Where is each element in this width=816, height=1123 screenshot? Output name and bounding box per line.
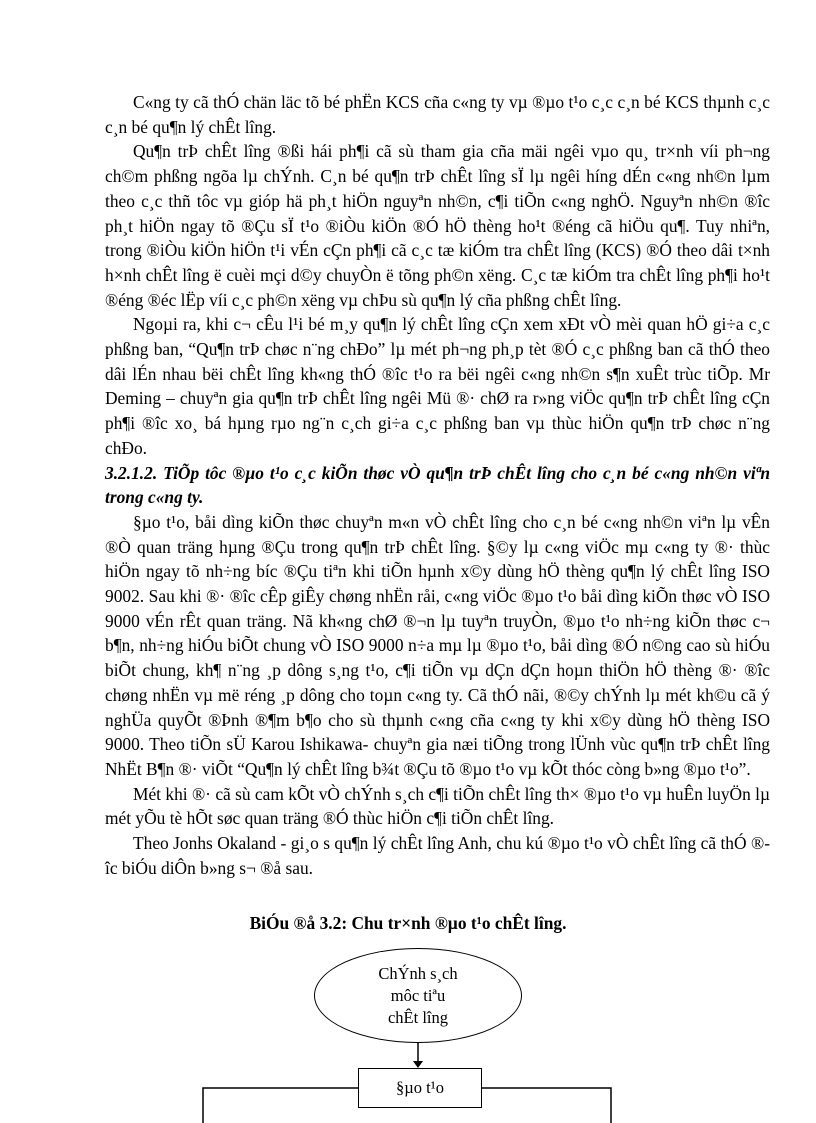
- ellipse-line-2: môc tiªu: [390, 985, 446, 1005]
- figure-title: BiÓu ®å 3.2: Chu tr×nh ®µo t¹o chÊt lîng.: [249, 913, 567, 933]
- ellipse-line-3: chÊt lîng: [387, 1007, 449, 1027]
- right-connector: [482, 1088, 611, 1123]
- policy-ellipse: [314, 948, 522, 1043]
- ellipse-line-1: ChÝnh s¸ch: [378, 963, 458, 983]
- paragraph-4: §µo t¹o, båi dìng kiÕn thøc chuyªn m«n vÒ chÊt lîng cho c¸n bé c«ng nh©n viªn lµ vÊn ®Ò quan träng hµng ®Çu trong qu¶n trÞ chÊt lîng. §©y lµ c«ng viÖc mµ c«ng ty ®· thùc hiÖn ngay tõ nh÷ng bíc ®Çu tiªn khi tiÕn hµnh x©y dùng hÖ thèng qu¶n lý chÊt lîng ISO 9002. Sau khi ®· ®îc cÊp giÊy chøng nhËn råi, c«ng viÖc ®µo t¹o båi dìng kiÕn thøc vÒ ISO 9000 vÉn rÊt quan träng. Nã kh«ng chØ ®¬n lµ tuyªn truyÒn, ®µo t¹o nh÷ng kiÕn thøc c¬ b¶n, nh÷ng hiÓu biÕt chung vÒ ISO 9000 n÷a mµ lµ ®µo t¹o, båi dìng ®Ó n©ng cao sù hiÓu biÕt chung, kh¶ n¨ng ¸p dông s¸ng t¹o, c¶i tiÕn vµ dÇn dÇn hoµn thiÖn hÖ thèng ®· ®îc chøng nhËn vµ më réng ¸p dông cho toµn c«ng ty. Cã thÓ nãi, ®©y chÝnh lµ mét kh©u cã ý nghÜa quyÕt ®Þnh ®¶m b¶o cho sù thµnh c«ng cña c«ng ty khi x©y dùng hÖ thèng ISO 9000. Theo tiÕn sÜ Karou Ishikawa- chuyªn gia næi tiÕng trong lÜnh vùc qu¶n trÞ chÊt lîng NhËt B¶n ®· viÕt “Qu¶n lý chÊt lîng b¾t ®Çu tõ ®µo t¹o vµ kÕt thóc còng b»ng ®µo t¹o”.: [105, 511, 770, 779]
- arrow-head: [413, 1061, 423, 1068]
- paragraph-5: Mét khi ®· cã sù cam kÕt vÒ chÝnh s¸ch c¶i tiÕn chÊt lîng th× ®µo t¹o vµ huÊn luyÖn lµ mét yÕu tè hÕt søc quan träng ®Ó thùc hiÖn c¶i tiÕn chÊt lîng.: [105, 783, 770, 829]
- paragraph-2: Qu¶n trÞ chÊt lîng ®ßi hái ph¶i cã sù tham gia cña mäi ngêi vµo qu¸ tr×nh víi ph¬ng ch©m phßng ngõa lµ chÝnh. C¸n bé qu¶n trÞ chÊt lîng sÏ lµ ngêi híng dÉn c«ng nh©n lµm theo c¸c thñ tôc vµ gióp hä ph¸t hiÖn nguyªn nh©n, c¶i tiÕn c«ng nghÖ. Nguyªn nh©n ®îc ph¸t hiÖn ngay tõ ®Çu sÏ t¹o ®iÒu kiÖn ®Ó hÖ thèng ho¹t ®éng cã hiÖu qu¶. Tuy nhiªn, trong ®iÒu kiÖn hiÖn t¹i vÉn cÇn ph¶i cã c¸c tæ kiÓm tra chÊt lîng (KCS) ®Ó theo dâi t×nh h×nh chÊt lîng ë cuèi mçi d©y chuyÒn ë tõng ph©n xëng. C¸c tæ kiÓm tra chÊt lîng ph¶i ho¹t ®éng ®éc lËp víi c¸c ph©n xëng vµ chÞu sù qu¶n lý cña phßng chÊt lîng.: [105, 141, 770, 310]
- left-connector: [203, 1088, 358, 1123]
- paragraph-6: Theo Jonhs Okaland - gi¸o s qu¶n lý chÊt lîng Anh, chu kú ®µo t¹o vÒ chÊt lîng cã thÓ ®îc biÓu diÔn b»ng s¬ ®å sau.: [105, 833, 770, 878]
- training-box: §µo t¹o: [358, 1068, 482, 1108]
- paragraph-1: C«ng ty cã thÓ chän läc tõ bé phËn KCS cña c«ng ty vµ ®µo t¹o c¸c c¸n bé KCS thµnh c¸c c¸n bé qu¶n lý chÊt lîng.: [105, 92, 770, 137]
- section-heading: 3.2.1.2. TiÕp tôc ®µo t¹o c¸c kiÕn thøc vÒ qu¶n trÞ chÊt lîng cho c¸n bé c«ng nh©n viªn trong c«ng ty.: [105, 462, 770, 508]
- paragraph-3: Ngoµi ra, khi c¬ cÊu l¹i bé m¸y qu¶n lý chÊt lîng cÇn xem xÐt vÒ mèi quan hÖ gi÷a c¸c phßng ban, “Qu¶n trÞ chøc n¨ng chÐo” lµ mét ph¬ng ph¸p tèt ®Ó c¸c phßng ban cã thÓ theo dâi lÉn nhau bëi chÊt lîng kh«ng thÓ ®îc t¹o ra bëi ngêi c«ng nh©n s¶n xuÊt trùc tiÕp. Mr Deming – chuyªn gia qu¶n trÞ chÊt lîng ngêi Mü ®· chØ ra r»ng viÖc qu¶n trÞ chÊt lîng cÇn ph¶i ®îc xo¸ bá hµng rµo ng¨n c¸ch gi÷a c¸c phßng ban vµ thùc hiÖn qu¶n trÞ chøc n¨ng chÐo.: [105, 314, 770, 458]
